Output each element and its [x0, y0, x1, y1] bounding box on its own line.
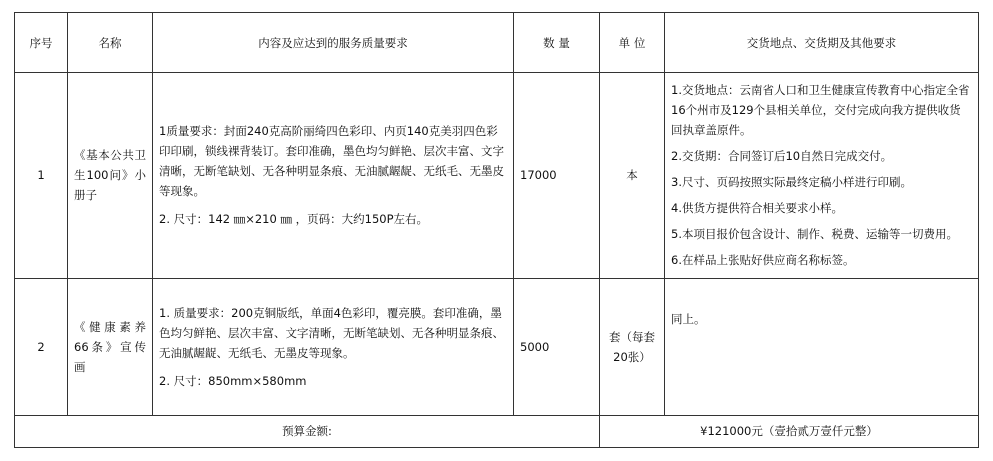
delivery-line: 2.交货期：合同签订后10自然日完成交付。 — [671, 149, 893, 164]
table-row — [15, 73, 979, 278]
table-row — [15, 278, 979, 415]
row-qty: 17000 — [514, 73, 600, 278]
row-seq: 1 — [15, 73, 68, 278]
delivery-line: 1.交货地点：云南省人口和卫生健康宣传教育中心指定全省16个州市及129个县相关单位，交付完成向我方提供收货回执章盖原件。 — [671, 83, 970, 138]
delivery-line: 5.本项目报价包含设计、制作、税费、运输等一切费用。 — [671, 227, 958, 242]
total-row — [15, 415, 979, 447]
content-line: 1. 质量要求：200克铜版纸，单面4色彩印，覆亮膜。套印准确，墨色均匀鲜艳、层次丰富、文字清晰，无断笔缺划、无各种明显条痕、无油腻龌龊、无纸毛、无墨皮等现象。 — [159, 305, 504, 360]
requirements-table — [14, 12, 979, 448]
header-unit: 单 位 — [600, 13, 665, 73]
total-value: ¥121000元（壹拾贰万壹仟元整） — [600, 415, 979, 447]
header-seq: 序号 — [15, 13, 68, 73]
delivery-line: 同上。 — [671, 311, 706, 326]
delivery-line: 6.在样品上张贴好供应商名称标签。 — [671, 253, 855, 268]
content-line: 2. 尺寸：142 ㎜×210 ㎜ ，页码：大约150P左右。 — [159, 212, 429, 227]
header-content: 内容及应达到的服务质量要求 — [153, 13, 514, 73]
row-item-name: 《健康素养66条》宣传画 — [68, 278, 153, 415]
row-qty: 5000 — [514, 278, 600, 415]
header-qty: 数 量 — [514, 13, 600, 73]
header-row — [15, 13, 979, 73]
row-delivery — [665, 73, 979, 278]
header-name: 名称 — [68, 13, 153, 73]
row-seq: 2 — [15, 278, 68, 415]
header-delivery: 交货地点、交货期及其他要求 — [665, 13, 979, 73]
row-delivery — [665, 278, 979, 415]
row-item-name: 《基本公共卫生100问》小册子 — [68, 73, 153, 278]
total-label: 预算金额: — [15, 415, 600, 447]
content-line: 1质量要求：封面240克高阶丽绮四色彩印、内页140克美羽四色彩印印刷，锁线裸背装订。套印准确，墨色均匀鲜艳、层次丰富、文字清晰，无断笔缺划、无各种明显条痕、无油腻龌龊、无纸毛、无墨皮等现象。 — [159, 124, 504, 199]
row-unit: 套（每套20张） — [600, 278, 665, 415]
content-line: 2. 尺寸：850mm×580mm — [159, 373, 307, 388]
row-content — [153, 73, 514, 278]
delivery-line: 4.供货方提供符合相关要求小样。 — [671, 201, 843, 216]
row-content — [153, 278, 514, 415]
row-unit: 本 — [600, 73, 665, 278]
delivery-line: 3.尺寸、页码按照实际最终定稿小样进行印刷。 — [671, 175, 912, 190]
